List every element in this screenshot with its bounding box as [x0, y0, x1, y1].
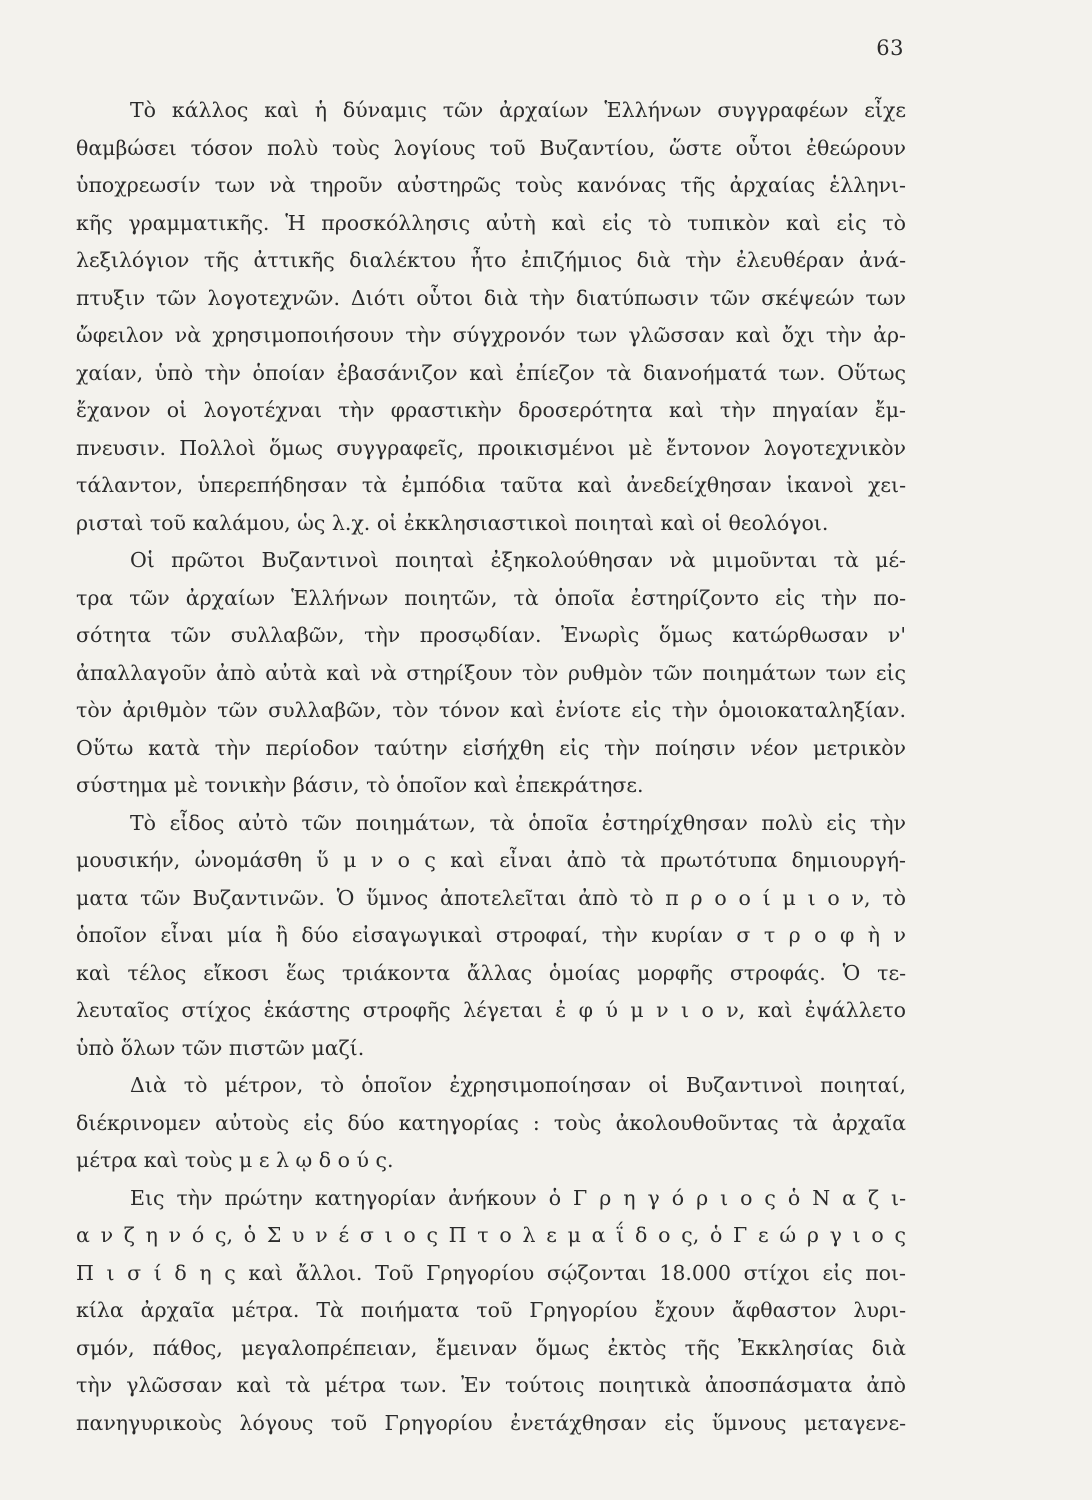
- text-line: ὤφειλον νὰ χρησιμοποιήσουν τὴν σύγχρονόν των γλῶσσαν καὶ ὄχι τὴν ἀρ-: [76, 323, 906, 347]
- text-line: σότητα τῶν συλλαβῶν, τὴν προσῳδίαν. Ἐνωρὶς ὅμως κατώρθωσαν ν': [76, 623, 906, 647]
- text-line: α ν ζ η ν ό ς, ὁ Σ υ ν έ σ ι ο ς Π τ ο λ ε μ α ΐ δ ο ς, ὁ Γ ε ώ ρ γ ι ο ς: [76, 1223, 906, 1247]
- text-line: ρισταὶ τοῦ καλάμου, ὡς λ.χ. οἱ ἐκκλησιαστικοὶ ποιηταὶ καὶ οἱ θεολόγοι.: [76, 510, 829, 535]
- text-line: κίλα ἀρχαῖα μέτρα. Τὰ ποιήματα τοῦ Γρηγορίου ἔχουν ἄφθαστον λυρι-: [76, 1298, 906, 1322]
- text-line: τρα τῶν ἀρχαίων Ἑλλήνων ποιητῶν, τὰ ὁποῖα ἐστηρίζοντο εἰς τὴν πο-: [76, 585, 906, 610]
- text-line: πτυξιν τῶν λογοτεχνῶν. Διότι οὗτοι διὰ τὴν διατύπωσιν τῶν σκέψεών των: [76, 285, 906, 310]
- text-line: ὑποχρεωσίν των νὰ τηροῦν αὐστηρῶς τοὺς κανόνας τῆς ἀρχαίας ἑλληνι-: [76, 173, 906, 197]
- text-line: τὸν ἀριθμὸν τῶν συλλαβῶν, τὸν τόνον καὶ ἐνίοτε εἰς τὴν ὁμοιοκαταληξίαν.: [76, 698, 906, 722]
- text-line: Τὸ εἶδος αὐτὸ τῶν ποιημάτων, τὰ ὁποῖα ἐστηρίχθησαν πολὺ εἰς τὴν: [130, 810, 906, 835]
- text-line: καὶ τέλος εἴκοσι ἕως τριάκοντα ἄλλας ὁμοίας μορφῆς στροφάς. Ὁ τε-: [76, 960, 906, 985]
- page-number: 63: [876, 36, 904, 60]
- text-line: θαμβώσει τόσον πολὺ τοὺς λογίους τοῦ Βυζαντίου, ὥστε οὗτοι ἐθεώρουν: [76, 135, 906, 160]
- text-line: τάλαντον, ὑπερεπήδησαν τὰ ἐμπόδια ταῦτα καὶ ἀνεδείχθησαν ἱκανοὶ χει-: [76, 473, 906, 497]
- text-line: σμόν, πάθος, μεγαλοπρέπειαν, ἔμειναν ὅμως ἐκτὸς τῆς Ἐκκλησίας διὰ: [76, 1335, 906, 1360]
- text-line: Π ι σ ί δ η ς καὶ ἄλλοι. Τοῦ Γρηγορίου σῴζονται 18.000 στίχοι εἰς ποι-: [76, 1260, 906, 1285]
- text-line: Οἱ πρῶτοι Βυζαντινοὶ ποιηταὶ ἐξηκολούθησαν νὰ μιμοῦνται τὰ μέ-: [130, 548, 906, 572]
- text-line: λευταῖος στίχος ἑκάστης στροφῆς λέγεται ἐ φ ύ μ ν ι ο ν, καὶ ἐψάλλετο: [76, 998, 906, 1022]
- text-line: ἔχανον οἱ λογοτέχναι τὴν φραστικὴν δροσερότητα καὶ τὴν πηγαίαν ἔμ-: [76, 398, 906, 422]
- text-line: σύστημα μὲ τονικὴν βάσιν, τὸ ὁποῖον καὶ ἐπεκράτησε.: [76, 773, 644, 797]
- text-line: χαίαν, ὑπὸ τὴν ὁποίαν ἐβασάνιζον καὶ ἐπίεζον τὰ διανοήματά των. Οὕτως: [76, 360, 906, 385]
- text-line: κῆς γραμματικῆς. Ἡ προσκόλλησις αὐτὴ καὶ εἰς τὸ τυπικὸν καὶ εἰς τὸ: [76, 210, 906, 235]
- text-line: Εις τὴν πρώτην κατηγορίαν ἀνήκουν ὁ Γ ρ η γ ό ρ ι ο ς ὁ Ν α ζ ι-: [130, 1185, 906, 1210]
- text-line: λεξιλόγιον τῆς ἀττικῆς διαλέκτου ἦτο ἐπιζήμιος διὰ τὴν ἐλευθέραν ἀνά-: [76, 248, 906, 272]
- text-line: Διὰ τὸ μέτρον, τὸ ὁποῖον ἐχρησιμοποίησαν οἱ Βυζαντινοὶ ποιηταί,: [130, 1073, 906, 1097]
- text-line: Οὕτω κατὰ τὴν περίοδον ταύτην εἰσήχθη εἰς τὴν ποίησιν νέον μετρικὸν: [76, 735, 906, 760]
- text-line: τὴν γλῶσσαν καὶ τὰ μέτρα των. Ἐν τούτοις ποιητικὰ ἀποσπάσματα ἀπὸ: [76, 1373, 906, 1397]
- text-line: ματα τῶν Βυζαντινῶν. Ὁ ὕμνος ἀποτελεῖται ἀπὸ τὸ π ρ ο ο ί μ ι ο ν, τὸ: [76, 885, 906, 910]
- text-line: μέτρα καὶ τοὺς μ ε λ ῳ δ ο ύ ς.: [76, 1148, 394, 1172]
- text-line: ὑπὸ ὅλων τῶν πιστῶν μαζί.: [76, 1035, 365, 1060]
- body-text: [76, 92, 906, 1442]
- text-line: ἀπαλλαγοῦν ἀπὸ αὐτὰ καὶ νὰ στηρίξουν τὸν ρυθμὸν τῶν ποιημάτων των εἰς: [76, 660, 906, 685]
- text-line: πανηγυρικοὺς λόγους τοῦ Γρηγορίου ἐνετάχθησαν εἰς ὕμνους μεταγενε-: [76, 1410, 906, 1435]
- text-line: μουσικήν, ὠνομάσθη ὕ μ ν ο ς καὶ εἶναι ἀπὸ τὰ πρωτότυπα δημιουργή-: [76, 848, 906, 872]
- text-line: διέκρινομεν αὐτοὺς εἰς δύο κατηγορίας : τοὺς ἀκολουθοῦντας τὰ ἀρχαῖα: [76, 1110, 906, 1135]
- text-line: πνευσιν. Πολλοὶ ὅμως συγγραφεῖς, προικισμένοι μὲ ἔντονον λογοτεχνικὸν: [76, 435, 906, 460]
- text-line: Τὸ κάλλος καὶ ἡ δύναμις τῶν ἀρχαίων Ἑλλήνων συγγραφέων εἶχε: [130, 98, 906, 122]
- text-line: ὁποῖον εἶναι μία ἢ δύο εἰσαγωγικαὶ στροφαί, τὴν κυρίαν σ τ ρ ο φ ὴ ν: [76, 923, 906, 947]
